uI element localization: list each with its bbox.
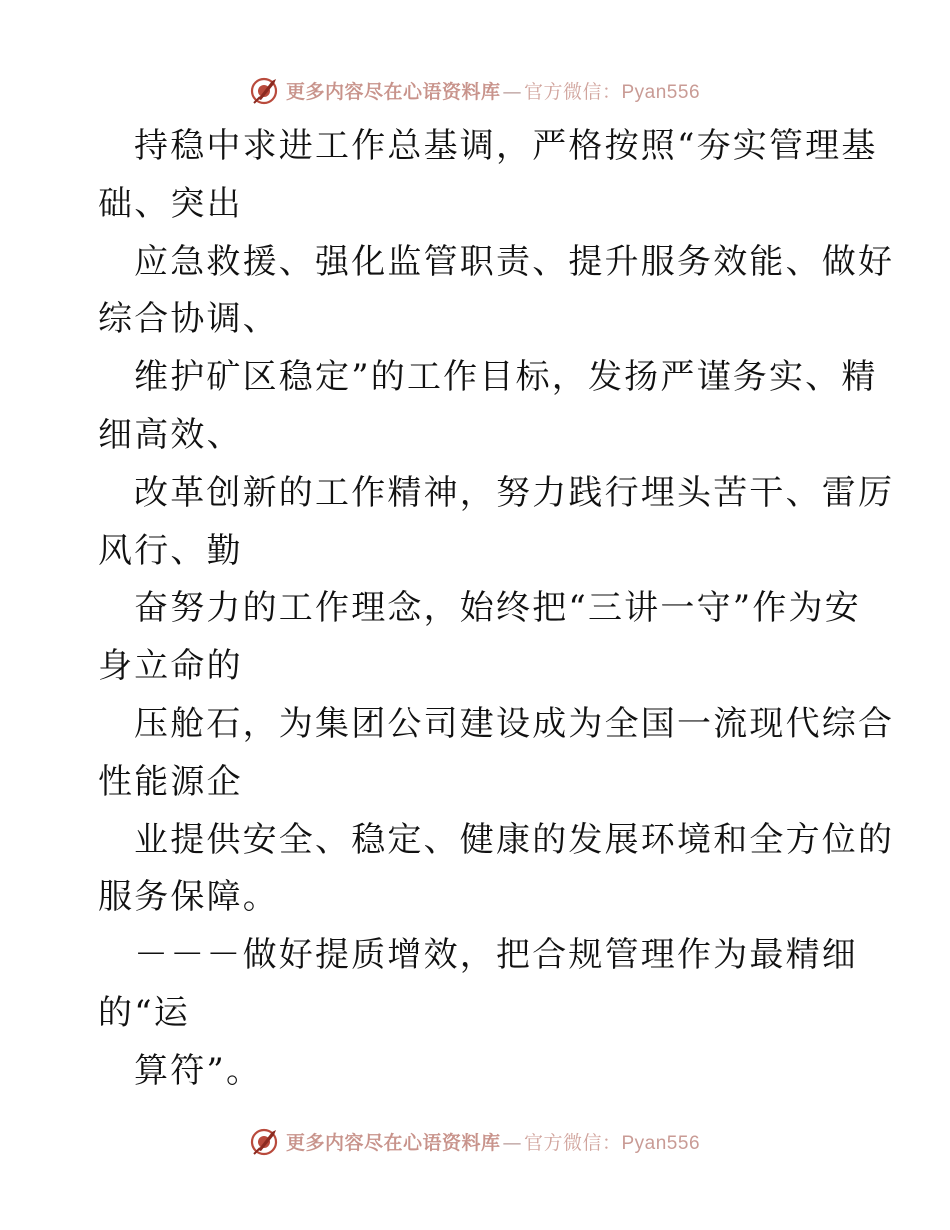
watermark-main-text: 更多内容尽在心语资料库: [285, 80, 501, 103]
watermark-wechat-label: 官方微信：: [523, 1131, 622, 1154]
text-line: 奋努力的工作理念，始终把“三讲一守”作为安: [134, 588, 861, 629]
text-line: 风行、勤: [98, 530, 243, 571]
document-body: [98, 118, 895, 1101]
text-line: 服务保障。: [98, 877, 279, 918]
text-line: 改革创新的工作精神，努力践行埋头苦干、雷厉: [134, 472, 895, 513]
text-line: 细高效、: [98, 414, 243, 455]
text-line: 性能源企: [98, 761, 243, 802]
text-line: －－－做好提质增效，把合规管理作为最精细: [134, 935, 858, 976]
text-line: 算符”。: [134, 1050, 263, 1091]
watermark-label: [286, 77, 700, 104]
text-line: 础、突出: [98, 183, 243, 224]
text-line: 压舱石，为集团公司建设成为全国一流现代综合: [134, 703, 895, 744]
text-line: 的“运: [98, 992, 190, 1033]
watermark-separator: —: [502, 80, 522, 103]
text-line: 持稳中求进工作总基调，严格按照“夯实管理基: [134, 126, 878, 166]
text-line: 业提供安全、稳定、健康的发展环境和全方位的: [134, 819, 895, 860]
watermark-wechat-label: 官方微信：: [523, 80, 622, 103]
watermark-wechat-id: Pyan556: [621, 81, 701, 103]
text-line: 身立命的: [98, 646, 243, 687]
watermark-separator: —: [502, 1131, 522, 1154]
watermark-main-text: 更多内容尽在心语资料库: [285, 1131, 501, 1154]
text-line: 维护矿区稳定”的工作目标，发扬严谨务实、精: [134, 357, 878, 398]
header-watermark: [0, 70, 950, 110]
quill-pen-logo-icon: [250, 75, 280, 105]
quill-pen-logo-icon: [250, 1126, 280, 1156]
watermark-wechat-id: Pyan556: [621, 1132, 701, 1154]
text-line: 应急救援、强化监管职责、提升服务效能、做好: [134, 241, 895, 282]
text-line: 综合协调、: [98, 299, 279, 340]
footer-watermark: [0, 1121, 950, 1161]
watermark-label: [286, 1128, 700, 1155]
